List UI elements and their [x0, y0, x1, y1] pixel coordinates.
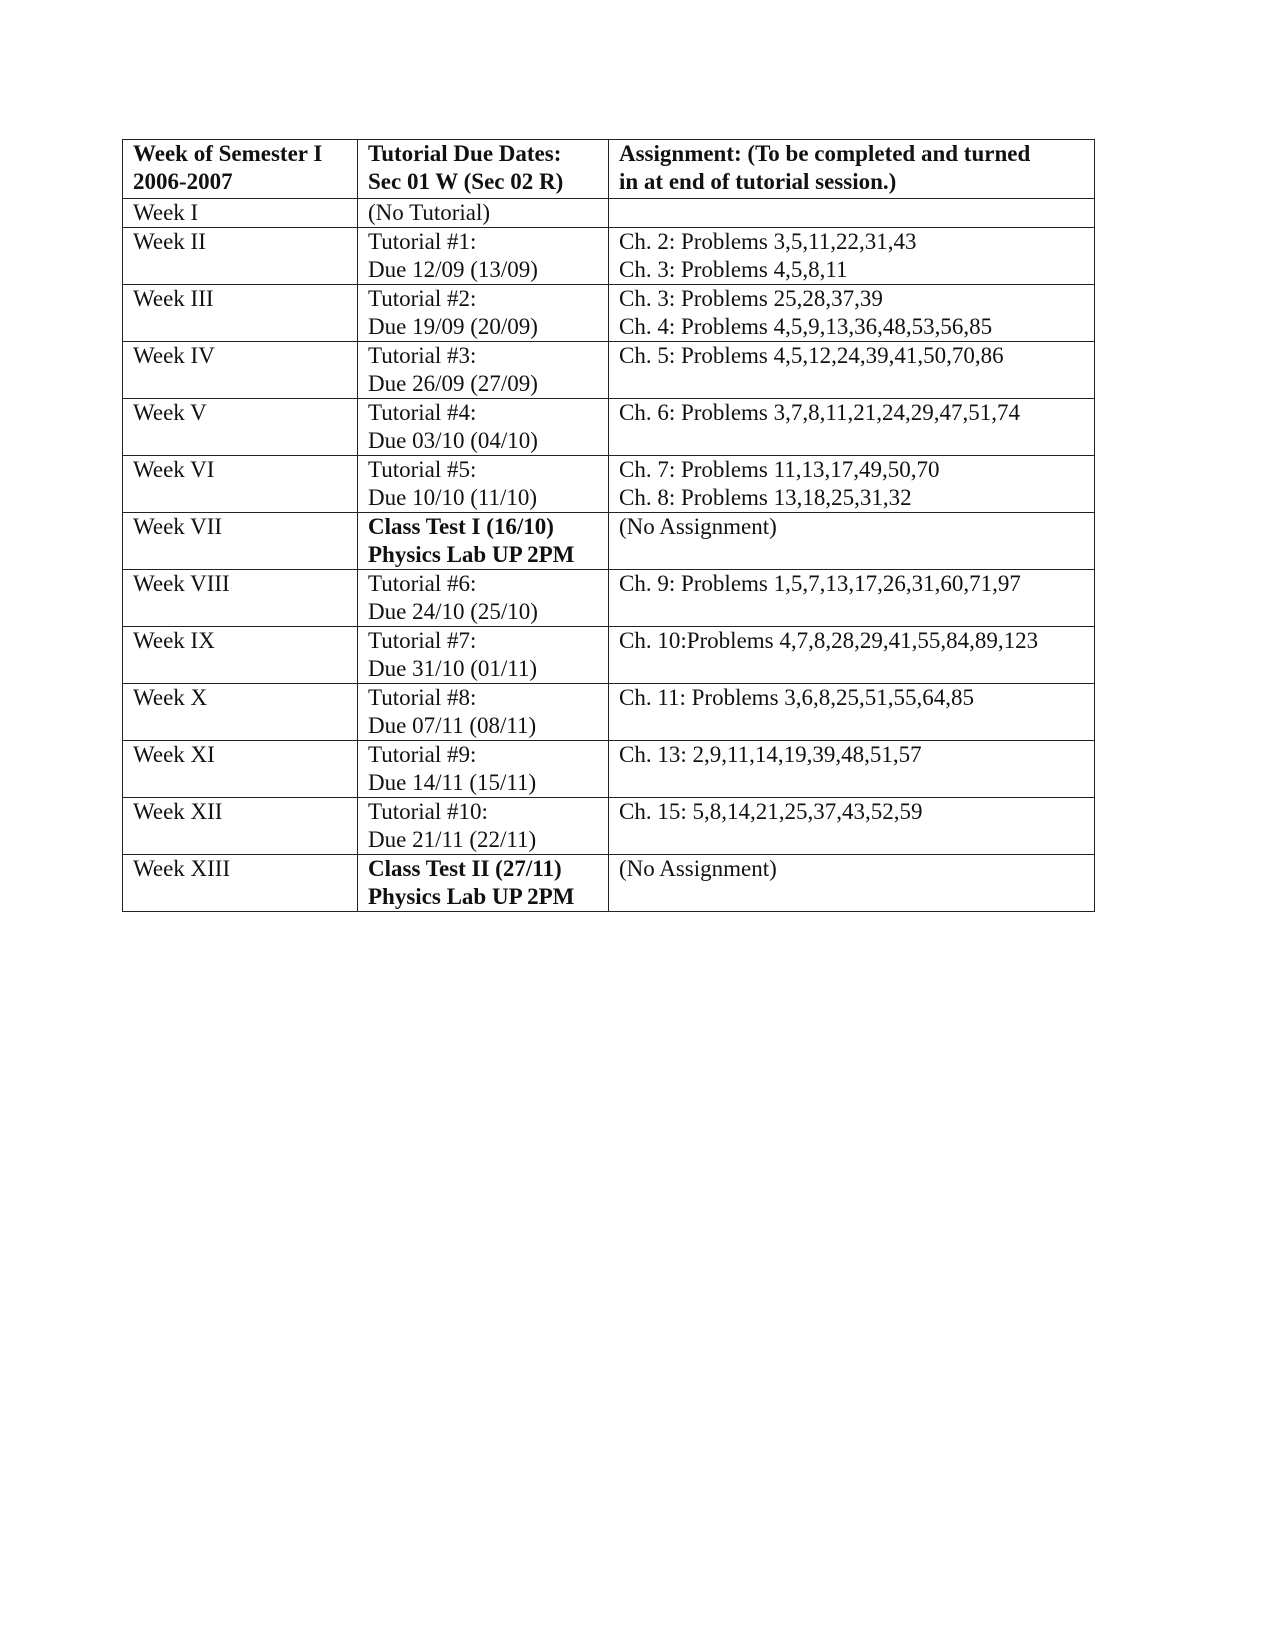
header-due-dates — [358, 140, 609, 199]
assignment-cell — [609, 855, 1095, 912]
assignment-cell — [609, 627, 1095, 684]
assignment-cell — [609, 228, 1095, 285]
class-test-location: Physics Lab UP 2PM — [368, 542, 575, 567]
due-line-2: Due 07/11 (08/11) — [368, 713, 537, 738]
week-cell — [123, 342, 358, 399]
due-cell — [358, 399, 609, 456]
assignment-cell — [609, 798, 1095, 855]
week-cell — [123, 684, 358, 741]
week-label: Week VIII — [133, 571, 230, 596]
assignment-cell — [609, 570, 1095, 627]
due-cell — [358, 456, 609, 513]
due-line-2: Due 31/10 (01/11) — [368, 656, 538, 681]
table-header-row — [123, 140, 1095, 199]
due-cell — [358, 684, 609, 741]
week-cell — [123, 741, 358, 798]
week-cell — [123, 456, 358, 513]
due-line-1: Tutorial #2: — [368, 286, 477, 311]
week-cell — [123, 513, 358, 570]
header-due-line-1: Tutorial Due Dates: — [368, 141, 562, 166]
due-line-1: Tutorial #8: — [368, 685, 477, 710]
week-label: Week VI — [133, 457, 215, 482]
table-row — [123, 627, 1095, 684]
assignment-cell — [609, 456, 1095, 513]
assignment-line-1: Ch. 11: Problems 3,6,8,25,51,55,64,85 — [619, 685, 975, 710]
week-label: Week XII — [133, 799, 223, 824]
due-line-1: Tutorial #7: — [368, 628, 477, 653]
assignment-line-1: Ch. 3: Problems 25,28,37,39 — [619, 286, 883, 311]
week-label: Week V — [133, 400, 207, 425]
assignment-cell — [609, 199, 1095, 228]
table-row — [123, 342, 1095, 399]
assignment-line-1: Ch. 6: Problems 3,7,8,11,21,24,29,47,51,74 — [619, 400, 1021, 425]
due-line-2: Due 26/09 (27/09) — [368, 371, 538, 396]
due-line-1: Tutorial #9: — [368, 742, 477, 767]
assignment-line-1: (No Assignment) — [619, 514, 777, 539]
header-week — [123, 140, 358, 199]
week-label: Week VII — [133, 514, 223, 539]
due-line-1: Tutorial #1: — [368, 229, 477, 254]
assignment-line-2: Ch. 8: Problems 13,18,25,31,32 — [619, 485, 912, 510]
due-cell — [358, 570, 609, 627]
due-line-2: Due 19/09 (20/09) — [368, 314, 538, 339]
week-cell — [123, 627, 358, 684]
due-line-1: Tutorial #3: — [368, 343, 477, 368]
header-assignment-line-1: Assignment: (To be completed and turned — [619, 141, 1031, 166]
table-row — [123, 399, 1095, 456]
due-cell — [358, 798, 609, 855]
due-line-1: Tutorial #5: — [368, 457, 477, 482]
due-cell — [358, 228, 609, 285]
due-line-2: Due 24/10 (25/10) — [368, 599, 538, 624]
due-line-2: Due 10/10 (11/10) — [368, 485, 538, 510]
due-cell — [358, 855, 609, 912]
table-row — [123, 855, 1095, 912]
week-cell — [123, 399, 358, 456]
week-label: Week II — [133, 229, 206, 254]
week-cell — [123, 199, 358, 228]
table-row — [123, 228, 1095, 285]
week-label: Week IV — [133, 343, 215, 368]
class-test-location: Physics Lab UP 2PM — [368, 884, 575, 909]
table-row — [123, 513, 1095, 570]
table-row — [123, 798, 1095, 855]
header-assignment-line-2: in at end of tutorial session.) — [619, 169, 897, 194]
assignment-line-2: Ch. 4: Problems 4,5,9,13,36,48,53,56,85 — [619, 314, 993, 339]
header-assignment — [609, 140, 1095, 199]
due-line-1: Tutorial #10: — [368, 799, 488, 824]
due-line-1: (No Tutorial) — [368, 200, 491, 225]
due-line-2: Due 14/11 (15/11) — [368, 770, 537, 795]
due-cell — [358, 741, 609, 798]
assignment-cell — [609, 342, 1095, 399]
assignment-line-1: (No Assignment) — [619, 856, 777, 881]
assignment-cell — [609, 513, 1095, 570]
table-row — [123, 684, 1095, 741]
header-week-line-2: 2006-2007 — [133, 169, 233, 194]
due-cell — [358, 342, 609, 399]
assignment-cell — [609, 684, 1095, 741]
week-label: Week X — [133, 685, 208, 710]
class-test-label: Class Test II (27/11) — [368, 856, 562, 881]
assignment-cell — [609, 741, 1095, 798]
assignment-line-1: Ch. 10:Problems 4,7,8,28,29,41,55,84,89,123 — [619, 628, 1039, 653]
class-test-label: Class Test I (16/10) — [368, 514, 554, 539]
table-row — [123, 199, 1095, 228]
week-label: Week IX — [133, 628, 215, 653]
due-cell — [358, 285, 609, 342]
assignment-cell — [609, 399, 1095, 456]
week-cell — [123, 855, 358, 912]
due-line-2: Due 12/09 (13/09) — [368, 257, 538, 282]
week-label: Week III — [133, 286, 214, 311]
due-line-1: Tutorial #6: — [368, 571, 477, 596]
due-line-2: Due 21/11 (22/11) — [368, 827, 537, 852]
tutorial-schedule-table — [122, 139, 1095, 912]
assignment-cell — [609, 285, 1095, 342]
header-week-line-1: Week of Semester I — [133, 141, 323, 166]
assignment-line-1: Ch. 5: Problems 4,5,12,24,39,41,50,70,86 — [619, 343, 1004, 368]
assignment-line-1: Ch. 15: 5,8,14,21,25,37,43,52,59 — [619, 799, 923, 824]
due-cell — [358, 627, 609, 684]
week-cell — [123, 285, 358, 342]
assignment-line-1: Ch. 2: Problems 3,5,11,22,31,43 — [619, 229, 917, 254]
assignment-line-1: Ch. 13: 2,9,11,14,19,39,48,51,57 — [619, 742, 922, 767]
table-row — [123, 285, 1095, 342]
week-label: Week I — [133, 200, 199, 225]
due-line-1: Tutorial #4: — [368, 400, 477, 425]
week-cell — [123, 228, 358, 285]
assignment-line-1: Ch. 9: Problems 1,5,7,13,17,26,31,60,71,97 — [619, 571, 1021, 596]
due-line-2: Due 03/10 (04/10) — [368, 428, 538, 453]
assignment-line-1: Ch. 7: Problems 11,13,17,49,50,70 — [619, 457, 940, 482]
table-row — [123, 456, 1095, 513]
due-cell — [358, 199, 609, 228]
table-row — [123, 741, 1095, 798]
week-cell — [123, 570, 358, 627]
week-label: Week XIII — [133, 856, 231, 881]
due-cell — [358, 513, 609, 570]
table-row — [123, 570, 1095, 627]
week-label: Week XI — [133, 742, 215, 767]
assignment-line-2: Ch. 3: Problems 4,5,8,11 — [619, 257, 848, 282]
header-due-line-2: Sec 01 W (Sec 02 R) — [368, 169, 564, 194]
week-cell — [123, 798, 358, 855]
